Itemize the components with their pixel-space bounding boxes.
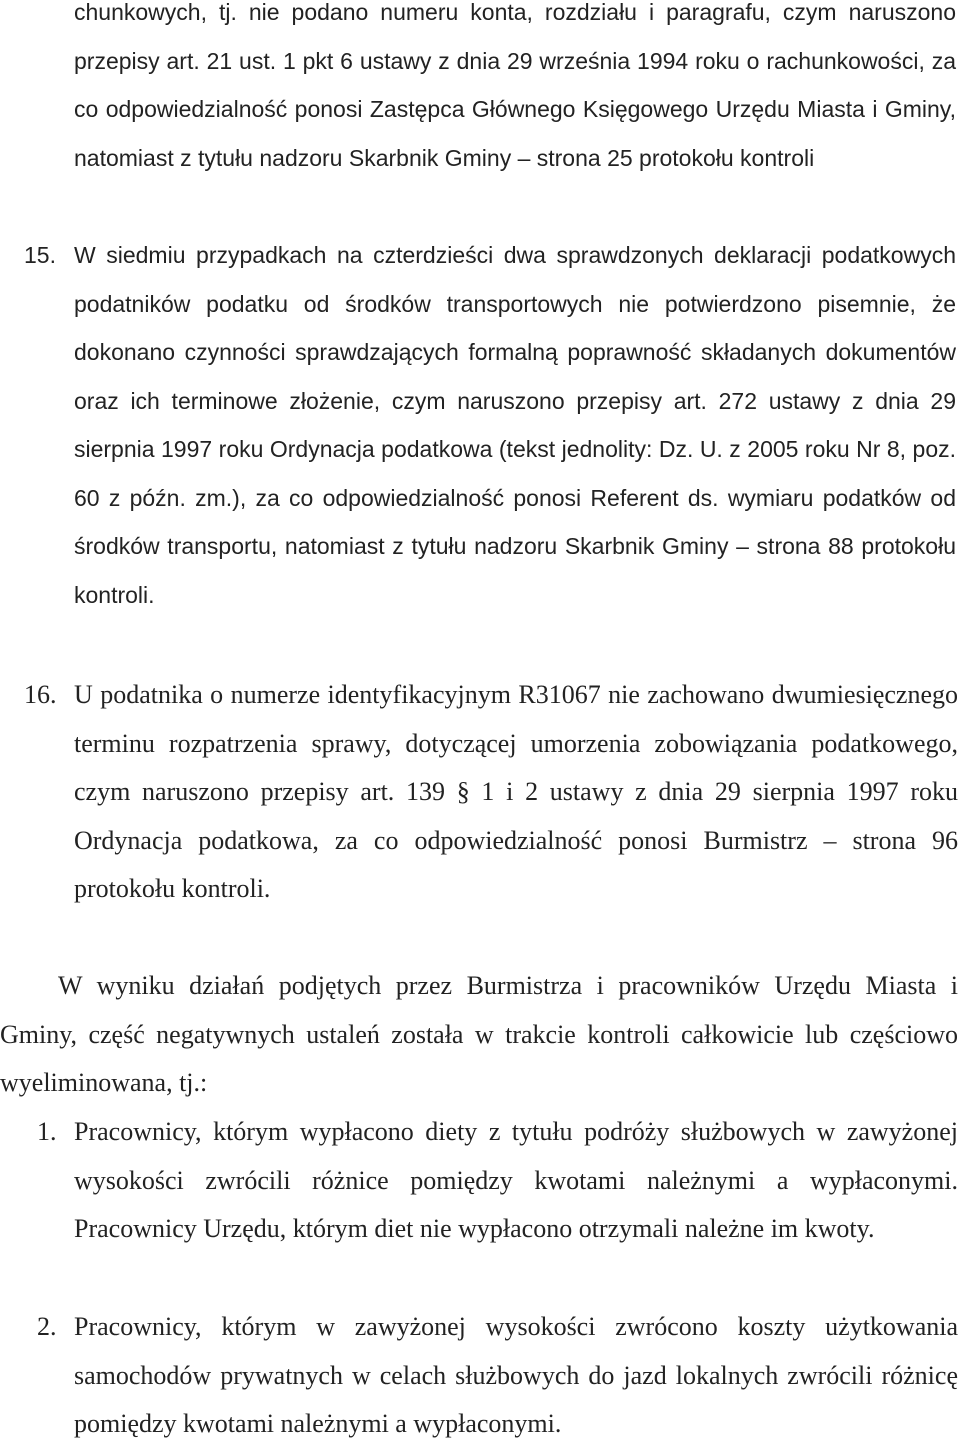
continuation-paragraph: chunkowych, tj. nie podano numeru konta, rozdziału i paragrafu, czym naruszono przepisy art. 21 ust. 1 pkt 6 ustawy z dnia 29 września 1994 roku o rachunkowości, za co odpowiedzialność ponosi Zastępca Głównego Księgowego Urzędu Miasta i Gminy, natomiast z tytułu nadzoru Skarbnik Gminy – strona 25 protokołu kontroli (74, 0, 956, 171)
item-15-text: W siedmiu przypadkach na czterdzieści dwa sprawdzonych deklaracji podatkowych podatników podatku od środków transportowych nie potwierdzono pisemnie, że dokonano czynności sprawdzających formalną poprawność składanych dokumentów oraz ich terminowe złożenie, czym naruszono przepisy art. 272 ustawy z dnia 29 sierpnia 1997 roku Ordynacja podatkowa (tekst jednolity: Dz. U. z 2005 roku Nr 8, poz. 60 z późn. zm.), za co odpowiedzialność ponosi Referent ds. wymiaru podatków od środków transportu, natomiast z tytułu nadzoru Skarbnik Gminy – strona 88 protokołu kontroli. (74, 242, 956, 608)
summary-paragraph: W wyniku działań podjętych przez Burmistrza i pracowników Urzędu Miasta i Gminy, część negatywnych ustaleń została w trakcie kontroli całkowicie lub częściowo wyeliminowana, tj.: (0, 971, 958, 1097)
item-15-number: 15. (24, 242, 56, 268)
eliminated-item-2-text: Pracownicy, którym w zawyżonej wysokości zwrócono koszty użytkowania samochodów prywatnych w celach służbowych do jazd lokalnych zwrócili różnicę pomiędzy kwotami należnymi a wypłaconymi. (74, 1312, 958, 1438)
eliminated-item-2-number: 2. (37, 1312, 57, 1341)
eliminated-item-1-text: Pracownicy, którym wypłacono diety z tytułu podróży służbowych w zawyżonej wysokości zwrócili różnice pomiędzy kwotami należnymi a wypłaconymi. Pracownicy Urzędu, którym diet nie wypłacono otrzymali należne im kwoty. (74, 1117, 958, 1243)
eliminated-item-1-number: 1. (37, 1117, 57, 1146)
item-16-text: U podatnika o numerze identyfikacyjnym R31067 nie zachowano dwumiesięcznego terminu rozpatrzenia sprawy, dotyczącej umorzenia zobowiązania podatkowego, czym naruszono przepisy art. 139 § 1 i 2 ustawy z dnia 29 sierpnia 1997 roku Ordynacja podatkowa, za co odpowiedzialność ponosi Burmistrz – strona 96 protokołu kontroli. (74, 680, 958, 903)
item-16-number: 16. (24, 680, 57, 709)
